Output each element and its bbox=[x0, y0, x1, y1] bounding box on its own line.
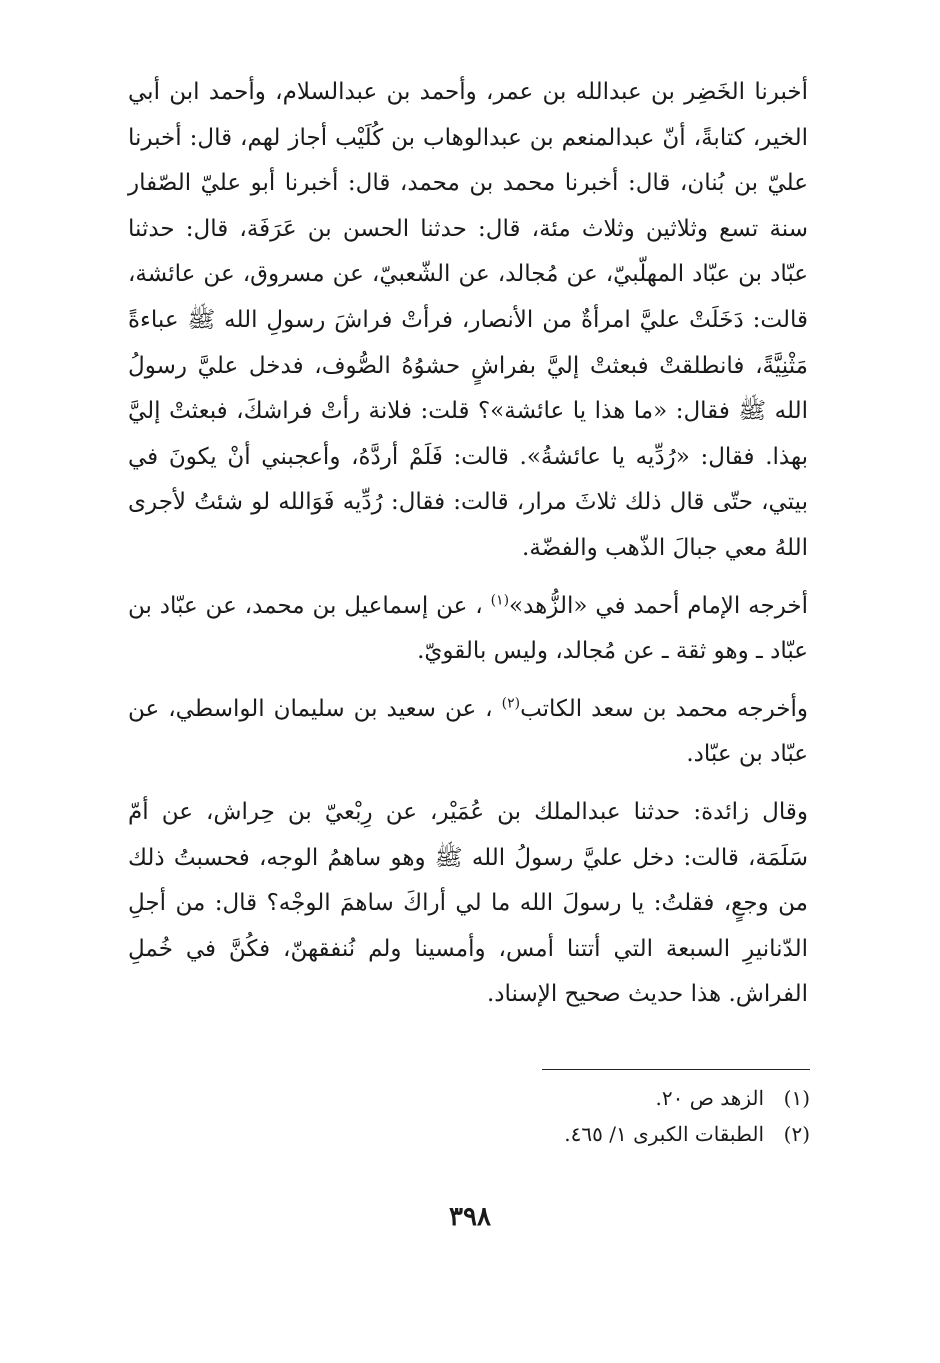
footnote-2 bbox=[210, 1116, 810, 1152]
footnote-1 bbox=[210, 1080, 810, 1116]
footnote-divider bbox=[542, 1069, 810, 1070]
footnote-number: (١) bbox=[783, 1086, 810, 1110]
paragraph-text: وأخرجه محمد بن سعد الكاتب bbox=[520, 695, 808, 722]
footnote-ref-2[interactable]: (٢) bbox=[501, 695, 521, 712]
paragraph-takhrij-ahmad bbox=[128, 584, 808, 675]
footnote-text: الطبقات الكبرى ١/ ٤٦٥. bbox=[564, 1122, 764, 1146]
footnote-text: الزهد ص ٢٠. bbox=[655, 1086, 764, 1110]
footnote-ref-1[interactable]: (١) bbox=[490, 591, 510, 608]
footnotes bbox=[210, 1080, 810, 1152]
paragraph-text: أخرجه الإمام أحمد في «الزُّهد» bbox=[509, 592, 808, 619]
paragraph-takhrij-ibn-saad bbox=[128, 687, 808, 778]
paragraph-text: ، عن سعيد بن سليمان الواسطي، عن عبّاد بن عبّاد. bbox=[128, 695, 808, 768]
footnote-number: (٢) bbox=[783, 1122, 810, 1146]
paragraph-text: ، عن إسماعيل بن محمد، عن عبّاد بن عبّاد ـ وهو ثقة ـ عن مُجالد، وليس بالقويّ. bbox=[128, 592, 808, 665]
paragraph-narration-aisha: أخبرنا الخَضِر بن عبدالله بن عمر، وأحمد بن عبدالسلام، وأحمد ابن أبي الخير، كتابةً، أنّ عبدالمنعم بن عبدالوهاب بن كُلَيْب أجاز لهم، قال: أخبرنا عليّ بن بُنان، قال: أخبرنا محمد بن محمد، قال: أخبرنا أبو عليّ الصّفار سنة تسع وثلاثين وثلاث مئة، قال: حدثنا الحسن بن عَرَفَة، قال: حدثنا عبّاد بن عبّاد المهلّبيّ، عن مُجالد، عن الشّعبيّ، عن مسروق، عن عائشة، قالت: دَخَلَتْ عليَّ امرأةٌ من الأنصار، فرأتْ فراشَ رسولِ الله ﷺ عباءةً مَثْنِيَّةً، فانطلقتْ فبعثتْ إليَّ بفراشٍ حشوُهُ الصُّوف، فدخل عليَّ رسولُ الله ﷺ فقال: «ما هذا يا عائشة»؟ قلت: فلانة رأتْ فراشكَ، فبعثتْ إليَّ بهذا. فقال: «رُدِّيه يا عائشةُ». قالت: فَلَمْ أردَّهُ، وأعجبني أنْ يكونَ في بيتي، حتّى قال ذلك ثلاثَ مرار، قالت: فقال: رُدِّيه فَوَالله لو شئتُ لأجرى اللهُ معي جبالَ الذّهب والفضّة. bbox=[128, 79, 808, 561]
page-number: ٣٩٨ bbox=[449, 1202, 491, 1232]
paragraph-narration-umm-salama: وقال زائدة: حدثنا عبدالملك بن عُمَيْر، عن رِبْعيّ بن حِراش، عن أمّ سَلَمَة، قالت: دخل عليَّ رسولُ الله ﷺ وهو ساهمُ الوجه، فحسبتُ ذلك من وجعٍ، فقلتُ: يا رسولَ الله ما لي أراكَ ساهمَ الوجْه؟ قال: من أجلِ الدّنانيرِ السبعة التي أتتنا أمس، وأمسينا ولم نُنفقهنّ، فكُنَّ في خُملِ الفراش. هذا حديث صحيح الإسناد. bbox=[128, 798, 808, 1008]
